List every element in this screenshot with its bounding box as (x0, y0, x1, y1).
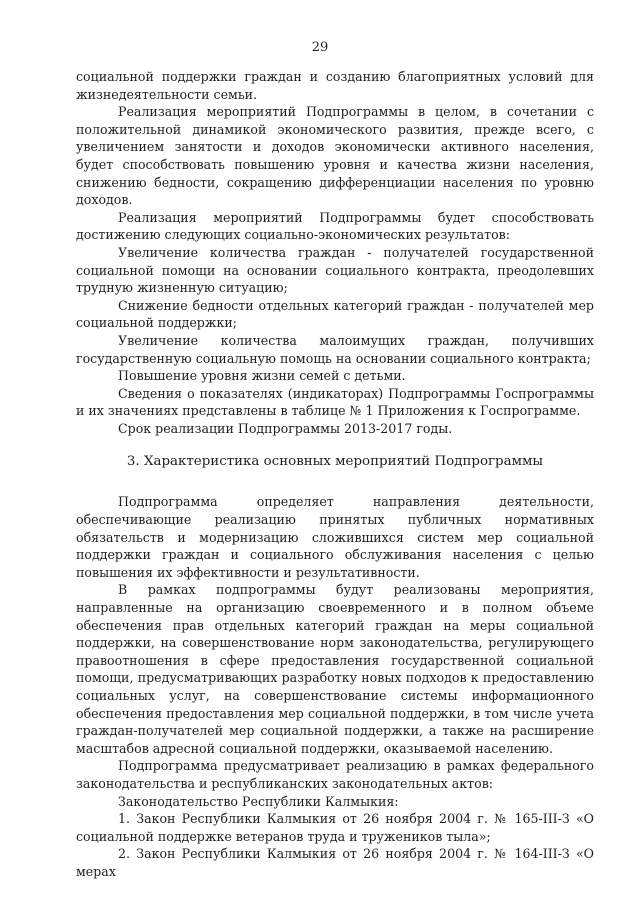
paragraph: социальной поддержки граждан и созданию благоприятных условий для жизнедеятельности семьи. (76, 69, 594, 102)
paragraph: В рамках подпрограммы будут реализованы мероприятия, направленные на организацию своевременного и в полном объеме обеспечения прав отдельных категорий граждан на меры социальной поддержки, на совершенствование норм законодательства, регулирующего правоотношения в сфере предоставления государственной социальной помощи, предусматривающих разработку новых подходов к предоставлению социальных услуг, на совершенствование системы информационного обеспечения предоставления мер социальной поддержки, в том числе учета граждан-получателей мер социальной поддержки, а также на расширение масштабов адресной социальной поддержки, оказываемой населению. (76, 582, 594, 756)
document-body (76, 68, 594, 881)
paragraph: Повышение уровня жизни семей с детьми. (118, 368, 406, 384)
paragraph: Реализация мероприятий Подпрограммы будет способствовать достижению следующих социально-экономических результатов: (76, 209, 594, 243)
paragraphs-after-heading (76, 493, 594, 880)
paragraphs-before-heading (76, 68, 594, 437)
paragraph: Подпрограмма предусматривает реализацию в рамках федерального законодательства и республиканских законодательных актов: (76, 758, 594, 791)
paragraph: 2. Закон Республики Калмыкия от 26 ноября 2004 г. № 164-III-З «О мерах (76, 846, 594, 879)
paragraph: 1. Закон Республики Калмыкия от 26 ноября 2004 г. № 165-III-З «О социальной поддержке ветеранов труда и тружеников тыла»; (76, 811, 594, 844)
paragraph: Подпрограмма определяет направления деятельности, обеспечивающие реализацию принятых публичных нормативных обязательств и модернизацию сложившихся систем мер социальной поддержки граждан и социального обслуживания населения с целью повышения их эффективности и результативности. (76, 494, 594, 580)
paragraph: Увеличение количества граждан - получателей государственной социальной помощи на основании социального контракта, преодолевших трудную жизненную ситуацию; (76, 244, 594, 296)
paragraph: Сведения о показателях (индикаторах) Подпрограммы Госпрограммы и их значениях представлены в таблице № 1 Приложения к Госпрограмме. (76, 385, 594, 419)
paragraph: Увеличение количества малоимущих граждан, получивших государственную социальную помощь на основании социального контракта; (76, 332, 594, 366)
page-number: 29 (311, 40, 329, 55)
paragraph: Снижение бедности отдельных категорий граждан - получателей мер социальной поддержки; (76, 297, 594, 331)
section-heading: 3. Характеристика основных мероприятий Подпрограммы (126, 454, 544, 470)
paragraph: Реализация мероприятий Подпрограммы в целом, в сочетании с положительной динамикой экономического развития, прежде всего, с увеличением занятости и доходов экономически активного населения, будет способствовать повышению уровня и качества жизни населения, снижению бедности, сокращению дифференциации населения по уровню доходов. (76, 104, 594, 208)
paragraph: Срок реализации Подпрограммы 2013-2017 годы. (118, 420, 453, 436)
paragraph: Законодательство Республики Калмыкия: (118, 793, 399, 809)
